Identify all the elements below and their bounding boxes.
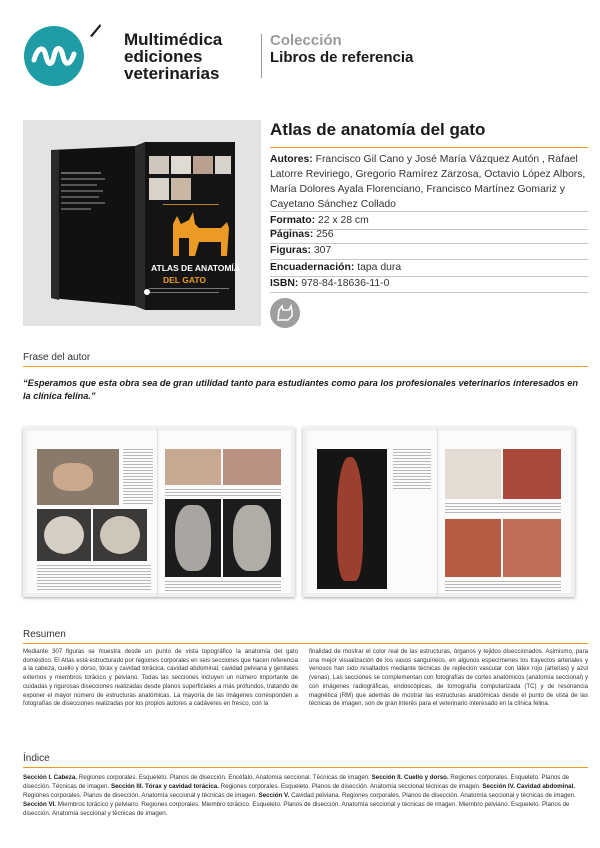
pages-label: Páginas:: [270, 229, 314, 240]
authors-block: [270, 152, 588, 212]
index-heading: Índice: [23, 753, 50, 764]
collection-label: Colección: [270, 32, 342, 49]
figures-row: [270, 243, 588, 258]
summary-column-2: finalidad de mostrar el color real de las estructuras, órganos y tejidos diseccionados. Asimismo, para una mejor visualización de los vasos sanguíneos, en algunos especímenes los trayectos arteriales y venosos han sido resaltados mediante técnicas de repleción vascular con látex rojo (arterias) y azul (venas). Las secciones se complementan con fotografías de cortes anatómicos (anatomía seccional) y con imágenes radiográficas, endoscópicas, de tomografía computarizada (TC) y de resonancia magnética (RM) que además de mostrar las estructuras anatómicas desde el punto de vista de las técnicas de imagen, son de gran interés para el veterinario interesado en la clínica felina.: [309, 648, 588, 708]
header-divider: [261, 34, 262, 78]
index-section-text: Miembros torácico y pelviano. Regiones corporales. Miembro torácico. Esqueleto. Planos de disección. Anatomía seccional y técnicas de imagen. Miembro pelviano. Esqueleto. Planos de disección. Anatomía seccional y técnicas de imagen.: [23, 801, 570, 817]
text-column: [165, 489, 281, 497]
text-column: [165, 581, 281, 591]
summary-column-1: Mediante 307 figuras se muestra desde un punto de vista topográfico la anatomía del gato doméstico. El Atlas está estructurado por regiones corporales en seis secciones que hacen referencia a la cabeza, cuello y dorso, tórax y cavidad torácica, cavidad abdominal, cavidad pelviana y genitales externos y miembros torácico y pelviano. Todas las secciones incluyen un número importante de cuidadas y rigurosas disecciones realizadas desde planos superficiales a más profundos, tratando de exponer el mayor número de estructuras anatómicas. La mayoría de las imágenes corresponden a fotografías de disecciones realizadas por los propios autores a cadáveres en fresco, con la: [23, 648, 298, 708]
index-section-title: Sección I. Cabeza.: [23, 774, 77, 781]
meta-rule: [270, 211, 588, 212]
summary-heading-rule: [23, 643, 588, 644]
surgical-photo: [445, 449, 501, 499]
spread-1-right-page: [159, 431, 291, 593]
skull-photo-detail: [53, 463, 93, 491]
index-section-text: Regiones corporales. Planos de disección. Anatomía seccional y técnicas de imagen.: [23, 792, 259, 799]
index-section-title: Sección II. Cuello y dorso.: [371, 774, 449, 781]
sample-spread-1: [23, 427, 295, 597]
ct-scan-detail: [233, 505, 271, 571]
quote-heading-rule: [23, 366, 588, 367]
index-section-text: Regiones corporales. Esqueleto. Planos de disección. Encéfalo. Anatomía seccional. Técnicas de imagen.: [77, 774, 372, 781]
publisher-logo: [24, 26, 84, 86]
index-section-title: Sección V.: [258, 792, 290, 799]
index-heading-rule: [23, 767, 588, 768]
section-photo-detail: [44, 516, 84, 554]
dissection-photo: [223, 449, 281, 485]
book-mockup-illustration: [23, 120, 261, 326]
spread-2-left-page: [307, 431, 437, 593]
text-column: [445, 581, 561, 591]
isbn-value: 978-84-18636-11-0: [301, 278, 390, 289]
author-quote: “Esperamos que esta obra sea de gran utilidad tanto para estudiantes como para los profesionales veterinarios interesados en la clínica felina.”: [23, 378, 578, 401]
cat-silhouette-icon: [270, 298, 300, 328]
meta-rule: [270, 292, 588, 293]
index-section-text: Regiones corporales. Esqueleto. Planos de disección. Técnicas de imagen.: [23, 774, 570, 790]
authors-label: Autores:: [270, 154, 313, 165]
cover-title-line-2: DEL GATO: [163, 275, 206, 285]
publisher-line-2: ediciones: [124, 47, 203, 66]
quote-heading: Frase del autor: [23, 352, 91, 363]
book-title: Atlas de anatomía del gato: [270, 120, 486, 139]
publisher-line-1: Multimédica: [124, 30, 223, 49]
collection-name: Libros de referencia: [270, 49, 414, 66]
cover-title-line-1: ATLAS DE ANATOMÍA: [151, 263, 240, 273]
sample-spread-2: [303, 427, 575, 597]
dissection-photo: [165, 449, 221, 485]
ct-scan-detail: [175, 505, 211, 571]
surgical-photo: [503, 519, 561, 577]
binding-label: Encuadernación:: [270, 262, 355, 273]
figures-label: Figuras:: [270, 245, 311, 256]
section-photo-detail: [100, 516, 140, 554]
category-badge: [270, 298, 300, 328]
pages-row: [270, 227, 588, 242]
figures-value: 307: [313, 245, 332, 256]
book-cover-image: [23, 120, 261, 326]
index-section-text: Cavidad pelviana. Regiones corporales. Planos de disección. Anatomía seccional y técnicas de imagen.: [289, 792, 576, 799]
index-section-title: Sección VI.: [23, 801, 57, 808]
isbn-row: [270, 276, 588, 291]
spread-1-left-page: [27, 431, 157, 593]
spread-2-right-page: [439, 431, 571, 593]
text-column: [37, 565, 151, 591]
text-column: [393, 449, 431, 489]
publisher-line-3: veterinarias: [124, 64, 220, 83]
pages-value: 256: [316, 229, 334, 240]
surgical-photo: [503, 449, 561, 499]
logo-accent-mark: [88, 22, 102, 38]
format-value: 22 x 28 cm: [317, 215, 369, 226]
format-label: Formato:: [270, 215, 316, 226]
mv-wave-logo-icon: [24, 26, 84, 86]
publisher-name: [124, 31, 222, 82]
summary-heading: Resumen: [23, 629, 66, 640]
binding-row: [270, 260, 588, 275]
index-section-text: Regiones corporales. Esqueleto. Planos de disección. Anatomía seccional técnicas de imagen.: [218, 783, 483, 790]
limb-dissection-detail: [337, 457, 363, 581]
index-contents: [23, 773, 588, 818]
format-row: [270, 213, 588, 228]
authors-value: Francisco Gil Cano y José María Vázquez Autón , Rafael Latorre Reviriego, Gregorio Ramírez Zarzosa, Octavio López Albors, María Dolores Ayala Florenciano, Francisco Martínez Gomariz y Cayetano Sánchez Collado: [270, 154, 586, 210]
text-column: [123, 449, 153, 505]
isbn-label: ISBN:: [270, 278, 299, 289]
index-section-title: Sección IV. Cavidad abdominal.: [482, 783, 576, 790]
index-section-title: Sección III. Tórax y cavidad torácica.: [110, 783, 219, 790]
text-column: [445, 503, 561, 515]
binding-value: tapa dura: [357, 262, 402, 273]
surgical-photo: [445, 519, 501, 577]
title-rule: [270, 147, 588, 148]
